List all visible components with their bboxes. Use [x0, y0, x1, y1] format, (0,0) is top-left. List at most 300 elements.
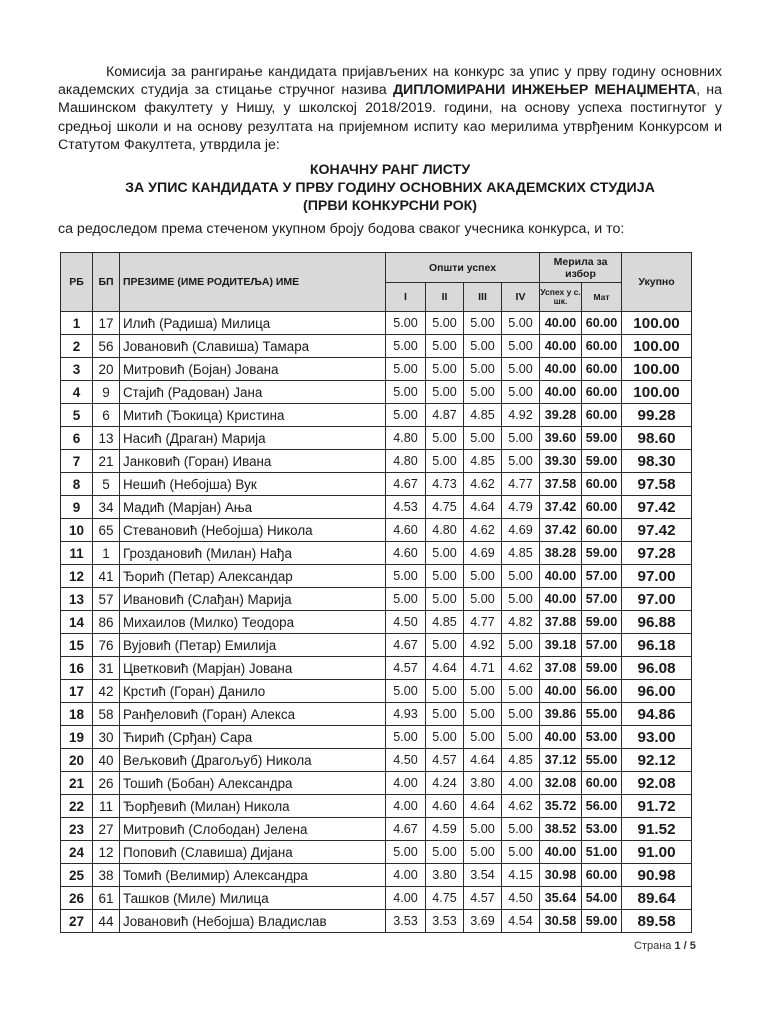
grade-1-cell: 5.00 — [386, 726, 426, 749]
grade-1-cell: 5.00 — [386, 841, 426, 864]
grade-2-cell: 5.00 — [426, 335, 464, 358]
grade-4-cell: 5.00 — [502, 565, 540, 588]
grade-1-cell: 5.00 — [386, 588, 426, 611]
total-cell: 96.00 — [622, 680, 692, 703]
table-row — [61, 381, 692, 404]
total-cell: 92.08 — [622, 772, 692, 795]
math-cell: 57.00 — [582, 565, 622, 588]
table-row — [61, 772, 692, 795]
table-row — [61, 795, 692, 818]
grade-4-cell: 5.00 — [502, 381, 540, 404]
grade-4-cell: 5.00 — [502, 427, 540, 450]
grade-2-cell: 5.00 — [426, 841, 464, 864]
name-cell: Томић (Велимир) Александра — [120, 864, 386, 887]
grade-2-cell: 3.80 — [426, 864, 464, 887]
bp-cell: 11 — [93, 795, 120, 818]
name-cell: Мадић (Марјан) Ања — [120, 496, 386, 519]
intro-paragraph — [58, 63, 722, 154]
name-cell: Нешић (Небојша) Вук — [120, 473, 386, 496]
grade-4-cell: 5.00 — [502, 450, 540, 473]
grade-4-cell: 5.00 — [502, 634, 540, 657]
math-cell: 55.00 — [582, 703, 622, 726]
grade-3-cell: 4.57 — [464, 887, 502, 910]
grade-4-cell: 4.92 — [502, 404, 540, 427]
grade-1-cell: 4.80 — [386, 450, 426, 473]
total-cell: 91.72 — [622, 795, 692, 818]
total-cell: 96.18 — [622, 634, 692, 657]
grade-4-cell: 4.62 — [502, 795, 540, 818]
header-math: Мат — [582, 283, 622, 312]
total-cell: 100.00 — [622, 381, 692, 404]
total-cell: 100.00 — [622, 358, 692, 381]
school-success-cell: 40.00 — [540, 680, 582, 703]
school-success-cell: 39.28 — [540, 404, 582, 427]
total-cell: 91.00 — [622, 841, 692, 864]
table-row — [61, 473, 692, 496]
grade-2-cell: 4.60 — [426, 795, 464, 818]
rank-cell: 5 — [61, 404, 93, 427]
math-cell: 57.00 — [582, 634, 622, 657]
grade-3-cell: 4.85 — [464, 404, 502, 427]
table-row — [61, 519, 692, 542]
header-total: Укупно — [622, 253, 692, 312]
bp-cell: 21 — [93, 450, 120, 473]
total-cell: 96.88 — [622, 611, 692, 634]
rank-cell: 26 — [61, 887, 93, 910]
rank-cell: 4 — [61, 381, 93, 404]
grade-2-cell: 5.00 — [426, 358, 464, 381]
rank-cell: 25 — [61, 864, 93, 887]
grade-2-cell: 5.00 — [426, 680, 464, 703]
grade-4-cell: 5.00 — [502, 841, 540, 864]
total-cell: 97.42 — [622, 519, 692, 542]
grade-3-cell: 3.54 — [464, 864, 502, 887]
name-cell: Стевановић (Небојша) Никола — [120, 519, 386, 542]
table-row — [61, 496, 692, 519]
school-success-cell: 40.00 — [540, 841, 582, 864]
grade-2-cell: 4.64 — [426, 657, 464, 680]
grade-1-cell: 4.50 — [386, 749, 426, 772]
table-row — [61, 841, 692, 864]
math-cell: 55.00 — [582, 749, 622, 772]
grade-1-cell: 4.00 — [386, 772, 426, 795]
table-row — [61, 910, 692, 933]
grade-4-cell: 5.00 — [502, 358, 540, 381]
grade-4-cell: 4.79 — [502, 496, 540, 519]
header-grade-4: IV — [502, 283, 540, 312]
math-cell: 60.00 — [582, 519, 622, 542]
grade-1-cell: 4.67 — [386, 473, 426, 496]
grade-2-cell: 4.57 — [426, 749, 464, 772]
grade-3-cell: 4.92 — [464, 634, 502, 657]
bp-cell: 41 — [93, 565, 120, 588]
rank-cell: 12 — [61, 565, 93, 588]
math-cell: 60.00 — [582, 381, 622, 404]
grade-2-cell: 4.85 — [426, 611, 464, 634]
table-row — [61, 588, 692, 611]
grade-2-cell: 5.00 — [426, 381, 464, 404]
grade-3-cell: 4.71 — [464, 657, 502, 680]
school-success-cell: 35.72 — [540, 795, 582, 818]
title-line-1: КОНАЧНУ РАНГ ЛИСТУ — [309, 162, 471, 178]
ranking-table — [60, 252, 692, 933]
total-cell: 96.08 — [622, 657, 692, 680]
math-cell: 59.00 — [582, 910, 622, 933]
total-cell: 97.58 — [622, 473, 692, 496]
grade-1-cell: 4.53 — [386, 496, 426, 519]
grade-1-cell: 4.00 — [386, 887, 426, 910]
table-row — [61, 818, 692, 841]
grade-1-cell: 5.00 — [386, 565, 426, 588]
header-grade-3: III — [464, 283, 502, 312]
math-cell: 59.00 — [582, 657, 622, 680]
grade-4-cell: 4.50 — [502, 887, 540, 910]
grade-3-cell: 5.00 — [464, 312, 502, 335]
header-grade-2: II — [426, 283, 464, 312]
total-cell: 92.12 — [622, 749, 692, 772]
bp-cell: 9 — [93, 381, 120, 404]
name-cell: Стајић (Радован) Јана — [120, 381, 386, 404]
grade-3-cell: 4.62 — [464, 519, 502, 542]
school-success-cell: 40.00 — [540, 565, 582, 588]
school-success-cell: 35.64 — [540, 887, 582, 910]
school-success-cell: 38.52 — [540, 818, 582, 841]
grade-2-cell: 5.00 — [426, 726, 464, 749]
page-label: Страна — [634, 940, 672, 952]
math-cell: 60.00 — [582, 864, 622, 887]
bp-cell: 57 — [93, 588, 120, 611]
header-criteria: Мерила за избор — [540, 253, 622, 283]
name-cell: Митровић (Слободан) Јелена — [120, 818, 386, 841]
grade-4-cell: 4.15 — [502, 864, 540, 887]
grade-2-cell: 5.00 — [426, 703, 464, 726]
grade-3-cell: 4.69 — [464, 542, 502, 565]
degree-title: ДИПЛОМИРАНИ ИНЖЕЊЕР МЕНАЏМЕНТА — [392, 82, 697, 99]
grade-1-cell: 5.00 — [386, 335, 426, 358]
bp-cell: 42 — [93, 680, 120, 703]
rank-cell: 18 — [61, 703, 93, 726]
grade-1-cell: 4.60 — [386, 519, 426, 542]
bp-cell: 40 — [93, 749, 120, 772]
school-success-cell: 30.98 — [540, 864, 582, 887]
name-cell: Цветковић (Марјан) Јована — [120, 657, 386, 680]
bp-cell: 27 — [93, 818, 120, 841]
math-cell: 59.00 — [582, 427, 622, 450]
math-cell: 59.00 — [582, 611, 622, 634]
grade-4-cell: 4.54 — [502, 910, 540, 933]
total-cell: 97.00 — [622, 565, 692, 588]
rank-cell: 20 — [61, 749, 93, 772]
math-cell: 60.00 — [582, 496, 622, 519]
math-cell: 57.00 — [582, 588, 622, 611]
bp-cell: 26 — [93, 772, 120, 795]
grade-2-cell: 4.24 — [426, 772, 464, 795]
name-cell: Ранђеловић (Горан) Алекса — [120, 703, 386, 726]
school-success-cell: 37.12 — [540, 749, 582, 772]
grade-2-cell: 5.00 — [426, 450, 464, 473]
name-cell: Митровић (Бојан) Јована — [120, 358, 386, 381]
header-grade-1: I — [386, 283, 426, 312]
table-row — [61, 887, 692, 910]
rank-cell: 10 — [61, 519, 93, 542]
school-success-cell: 40.00 — [540, 335, 582, 358]
school-success-cell: 40.00 — [540, 588, 582, 611]
grade-2-cell: 4.73 — [426, 473, 464, 496]
total-cell: 97.28 — [622, 542, 692, 565]
bp-cell: 12 — [93, 841, 120, 864]
bp-cell: 30 — [93, 726, 120, 749]
grade-3-cell: 5.00 — [464, 358, 502, 381]
math-cell: 60.00 — [582, 358, 622, 381]
table-row — [61, 312, 692, 335]
document-title — [58, 161, 722, 215]
grade-3-cell: 5.00 — [464, 427, 502, 450]
grade-2-cell: 4.59 — [426, 818, 464, 841]
school-success-cell: 37.58 — [540, 473, 582, 496]
ranking-table-body — [61, 312, 692, 933]
bp-cell: 6 — [93, 404, 120, 427]
table-row — [61, 404, 692, 427]
bp-cell: 56 — [93, 335, 120, 358]
school-success-cell: 39.60 — [540, 427, 582, 450]
rank-cell: 11 — [61, 542, 93, 565]
rank-cell: 2 — [61, 335, 93, 358]
bp-cell: 5 — [93, 473, 120, 496]
name-cell: Ташков (Миле) Милица — [120, 887, 386, 910]
bp-cell: 20 — [93, 358, 120, 381]
math-cell: 59.00 — [582, 542, 622, 565]
grade-4-cell: 4.00 — [502, 772, 540, 795]
grade-3-cell: 5.00 — [464, 381, 502, 404]
school-success-cell: 39.18 — [540, 634, 582, 657]
name-cell: Јовановић (Небојша) Владислав — [120, 910, 386, 933]
school-success-cell: 40.00 — [540, 312, 582, 335]
grade-4-cell: 5.00 — [502, 588, 540, 611]
name-cell: Митић (Ђокица) Кристина — [120, 404, 386, 427]
rank-cell: 15 — [61, 634, 93, 657]
grade-4-cell: 4.77 — [502, 473, 540, 496]
total-cell: 99.28 — [622, 404, 692, 427]
bp-cell: 58 — [93, 703, 120, 726]
grade-1-cell: 4.50 — [386, 611, 426, 634]
grade-3-cell: 5.00 — [464, 335, 502, 358]
grade-2-cell: 4.80 — [426, 519, 464, 542]
bp-cell: 38 — [93, 864, 120, 887]
school-success-cell: 37.08 — [540, 657, 582, 680]
rank-cell: 8 — [61, 473, 93, 496]
table-row — [61, 634, 692, 657]
table-row — [61, 864, 692, 887]
table-row — [61, 450, 692, 473]
total-cell: 89.64 — [622, 887, 692, 910]
rank-cell: 7 — [61, 450, 93, 473]
school-success-cell: 40.00 — [540, 358, 582, 381]
grade-1-cell: 4.67 — [386, 818, 426, 841]
grade-2-cell: 3.53 — [426, 910, 464, 933]
total-cell: 97.42 — [622, 496, 692, 519]
grade-1-cell: 4.60 — [386, 542, 426, 565]
header-rb: РБ — [61, 253, 93, 312]
table-row — [61, 335, 692, 358]
table-row — [61, 726, 692, 749]
grade-3-cell: 5.00 — [464, 703, 502, 726]
math-cell: 56.00 — [582, 680, 622, 703]
intro-text-2: , на Машинском факултету у Нишу, у школској 2018/2019. години, на основу успеха постигнутог у средњој школи и на основу резултата на пријемном испиту као мерилима утврђеним Конкурсом и Статутом Факултета, утврдила је: — [58, 82, 722, 153]
math-cell: 54.00 — [582, 887, 622, 910]
grade-4-cell: 4.69 — [502, 519, 540, 542]
bp-cell: 31 — [93, 657, 120, 680]
name-cell: Јанковић (Горан) Ивана — [120, 450, 386, 473]
name-cell: Крстић (Горан) Данило — [120, 680, 386, 703]
grade-1-cell: 4.00 — [386, 864, 426, 887]
math-cell: 60.00 — [582, 312, 622, 335]
rank-cell: 6 — [61, 427, 93, 450]
school-success-cell: 37.42 — [540, 519, 582, 542]
name-cell: Јовановић (Славиша) Тамара — [120, 335, 386, 358]
title-line-2: ЗА УПИС КАНДИДАТА У ПРВУ ГОДИНУ ОСНОВНИХ АКАДЕМСКИХ СТУДИЈА — [125, 180, 655, 196]
total-cell: 93.00 — [622, 726, 692, 749]
rank-cell: 17 — [61, 680, 93, 703]
name-cell: Гроздановић (Милан) Нађа — [120, 542, 386, 565]
name-cell: Вељковић (Драгољуб) Никола — [120, 749, 386, 772]
name-cell: Ђорић (Петар) Александар — [120, 565, 386, 588]
bp-cell: 17 — [93, 312, 120, 335]
name-cell: Насић (Драган) Марија — [120, 427, 386, 450]
school-success-cell: 38.28 — [540, 542, 582, 565]
name-cell: Поповић (Славиша) Дијана — [120, 841, 386, 864]
total-cell: 91.52 — [622, 818, 692, 841]
grade-4-cell: 5.00 — [502, 818, 540, 841]
math-cell: 51.00 — [582, 841, 622, 864]
rank-cell: 24 — [61, 841, 93, 864]
grade-4-cell: 4.82 — [502, 611, 540, 634]
grade-1-cell: 5.00 — [386, 358, 426, 381]
school-success-cell: 39.86 — [540, 703, 582, 726]
school-success-cell: 30.58 — [540, 910, 582, 933]
grade-3-cell: 5.00 — [464, 588, 502, 611]
grade-1-cell: 5.00 — [386, 404, 426, 427]
grade-3-cell: 3.80 — [464, 772, 502, 795]
rank-cell: 9 — [61, 496, 93, 519]
list-description: са редоследом према стеченом укупном броју бодова сваког учесника конкурса, и то: — [58, 221, 625, 237]
grade-2-cell: 5.00 — [426, 427, 464, 450]
math-cell: 60.00 — [582, 473, 622, 496]
page-number: 1 / 5 — [674, 940, 696, 952]
table-row — [61, 542, 692, 565]
grade-1-cell: 4.80 — [386, 427, 426, 450]
bp-cell: 44 — [93, 910, 120, 933]
grade-3-cell: 4.64 — [464, 496, 502, 519]
math-cell: 56.00 — [582, 795, 622, 818]
school-success-cell: 32.08 — [540, 772, 582, 795]
table-row — [61, 657, 692, 680]
title-line-3: (ПРВИ КОНКУРСНИ РОК) — [303, 198, 477, 214]
name-cell: Михаилов (Милко) Теодора — [120, 611, 386, 634]
rank-cell: 19 — [61, 726, 93, 749]
bp-cell: 61 — [93, 887, 120, 910]
grade-4-cell: 5.00 — [502, 726, 540, 749]
school-success-cell: 40.00 — [540, 726, 582, 749]
math-cell: 60.00 — [582, 772, 622, 795]
grade-2-cell: 4.75 — [426, 887, 464, 910]
school-success-cell: 40.00 — [540, 381, 582, 404]
grade-2-cell: 5.00 — [426, 565, 464, 588]
grade-4-cell: 5.00 — [502, 335, 540, 358]
total-cell: 97.00 — [622, 588, 692, 611]
math-cell: 53.00 — [582, 818, 622, 841]
grade-3-cell: 4.85 — [464, 450, 502, 473]
grade-3-cell: 3.69 — [464, 910, 502, 933]
grade-3-cell: 5.00 — [464, 726, 502, 749]
rank-cell: 1 — [61, 312, 93, 335]
grade-2-cell: 5.00 — [426, 542, 464, 565]
bp-cell: 34 — [93, 496, 120, 519]
grade-2-cell: 4.87 — [426, 404, 464, 427]
rank-cell: 21 — [61, 772, 93, 795]
table-row — [61, 703, 692, 726]
grade-1-cell: 4.57 — [386, 657, 426, 680]
grade-4-cell: 4.85 — [502, 542, 540, 565]
total-cell: 90.98 — [622, 864, 692, 887]
table-row — [61, 611, 692, 634]
name-cell: Илић (Радиша) Милица — [120, 312, 386, 335]
header-general-success: Општи успех — [386, 253, 540, 283]
rank-cell: 3 — [61, 358, 93, 381]
grade-3-cell: 4.62 — [464, 473, 502, 496]
grade-3-cell: 5.00 — [464, 841, 502, 864]
grade-2-cell: 5.00 — [426, 588, 464, 611]
table-row — [61, 680, 692, 703]
table-row — [61, 427, 692, 450]
grade-1-cell: 5.00 — [386, 312, 426, 335]
school-success-cell: 37.88 — [540, 611, 582, 634]
grade-2-cell: 5.00 — [426, 312, 464, 335]
name-cell: Тошић (Бобан) Александра — [120, 772, 386, 795]
bp-cell: 13 — [93, 427, 120, 450]
grade-4-cell: 4.62 — [502, 657, 540, 680]
math-cell: 60.00 — [582, 404, 622, 427]
grade-4-cell: 5.00 — [502, 680, 540, 703]
total-cell: 100.00 — [622, 335, 692, 358]
math-cell: 60.00 — [582, 335, 622, 358]
grade-1-cell: 5.00 — [386, 680, 426, 703]
bp-cell: 86 — [93, 611, 120, 634]
grade-1-cell: 4.67 — [386, 634, 426, 657]
table-row — [61, 565, 692, 588]
grade-3-cell: 4.64 — [464, 749, 502, 772]
page-footer — [634, 940, 696, 952]
grade-4-cell: 5.00 — [502, 312, 540, 335]
name-cell: Ивановић (Слађан) Марија — [120, 588, 386, 611]
table-row — [61, 749, 692, 772]
grade-1-cell: 4.00 — [386, 795, 426, 818]
total-cell: 100.00 — [622, 312, 692, 335]
grade-3-cell: 5.00 — [464, 680, 502, 703]
rank-cell: 22 — [61, 795, 93, 818]
grade-4-cell: 4.85 — [502, 749, 540, 772]
grade-3-cell: 4.77 — [464, 611, 502, 634]
bp-cell: 65 — [93, 519, 120, 542]
school-success-cell: 37.42 — [540, 496, 582, 519]
school-success-cell: 39.30 — [540, 450, 582, 473]
rank-cell: 23 — [61, 818, 93, 841]
total-cell: 89.58 — [622, 910, 692, 933]
grade-1-cell: 4.93 — [386, 703, 426, 726]
math-cell: 53.00 — [582, 726, 622, 749]
total-cell: 94.86 — [622, 703, 692, 726]
math-cell: 59.00 — [582, 450, 622, 473]
bp-cell: 76 — [93, 634, 120, 657]
